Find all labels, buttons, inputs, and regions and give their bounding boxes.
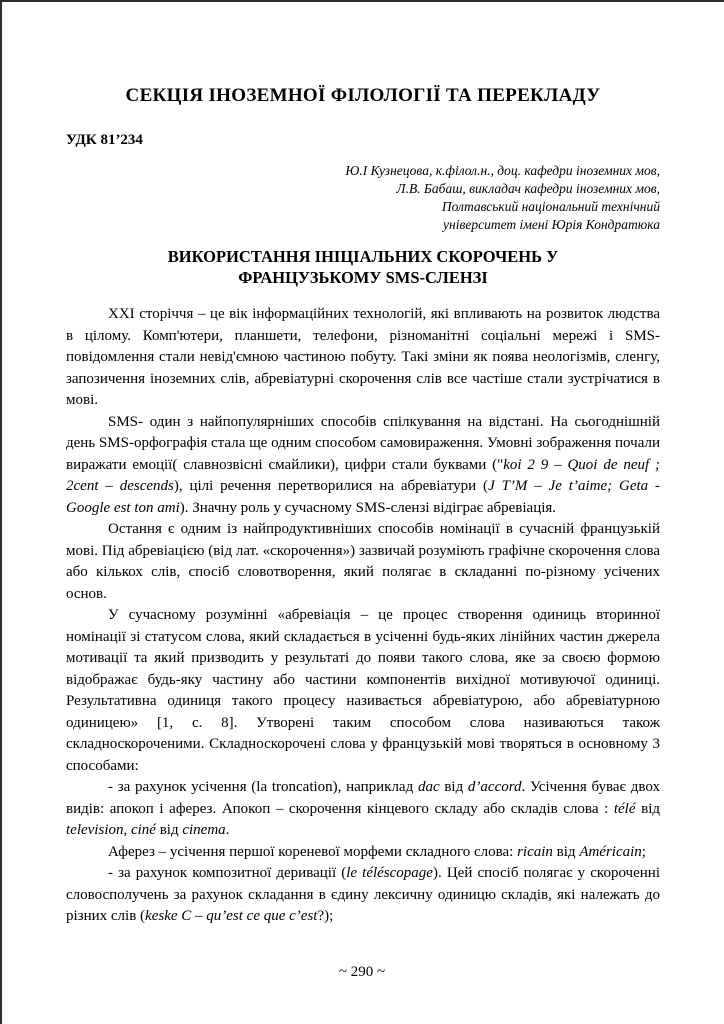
text-run: ), цілі речення перетворилися на абревіатури ( <box>173 478 489 494</box>
italic-run: koi 2 9 – Quoi de neuf ; 2cent – descends <box>66 456 660 494</box>
text-run: . Усічення буває двох видів: апокоп і аферез. Апокоп – скорочення кінцевого складу або складів слова : <box>66 779 660 817</box>
section-heading: СЕКЦІЯ ІНОЗЕМНОЇ ФІЛОЛОГІЇ ТА ПЕРЕКЛАДУ <box>125 85 601 106</box>
body-paragraph <box>66 842 660 864</box>
body-paragraph <box>66 863 660 928</box>
text-run: Аферез – усічення першої кореневої морфеми складного слова: <box>108 843 518 860</box>
italic-run: dac <box>417 779 440 795</box>
article-body <box>66 304 660 928</box>
body-paragraph <box>66 777 660 842</box>
author-line: Ю.І Кузнецова, к.філол.н., доц. кафедри іноземних мов, <box>345 163 660 178</box>
text-run: SMS- один з найпопулярніших способів спілкування на відстані. На сьогоднішній день SMS-орфографія стала ще одним способом самовираження. Умовні зображення почали виражати емоції( славнозвісні смайлики), цифри стали буквами (" <box>66 413 660 473</box>
text-run: Остання є одним із найпродуктивніших способів номінації в сучасній французькій мові. Під абревіацією (від лат. «скорочення») зазвичай розуміють графічне скорочення слова або кількох слів, спосіб словотворення, який полягає в складанні по-різному усічених основ. <box>66 521 660 602</box>
scan-edge-left <box>0 0 2 1024</box>
text-run: У сучасному розумінні «абревіація – це процес створення одиниць вторинної номінації зі статусом слова, який складається в усіченні будь-яких лінійних частин джерела мотивації та який призводить у результаті до появи такого слова, яке за своєю формою відображає будь-яку частину або частини компонентів вихідної мотивуючої одиниці. Результативна одиниця такого процесу називається абревіатурою, або абревіатурною одиницею» [1, с. 8]. Утворені таким способом слова називаються також складноскороченими. Складноскорочені слова у французькій мові творяться в основному 3 способами: <box>66 607 660 774</box>
udc-code: УДК 81’234 <box>66 132 143 148</box>
italic-run: d’accord <box>467 779 522 795</box>
italic-run: le téléscopage <box>346 865 433 881</box>
article-title-line: ФРАНЦУЗЬКОМУ SMS-СЛЕНЗІ <box>238 268 488 287</box>
text-run: ?); <box>317 908 334 924</box>
italic-run: télé <box>613 800 636 817</box>
italic-run: Américain <box>579 843 642 860</box>
body-paragraph <box>66 304 660 412</box>
article-title-line: ВИКОРИСТАННЯ ІНІЦІАЛЬНИХ СКОРОЧЕНЬ У <box>167 247 559 266</box>
body-paragraph <box>66 519 660 605</box>
text-run: від <box>439 779 468 795</box>
article-title <box>66 246 660 288</box>
body-paragraph <box>66 605 660 777</box>
text-run: від <box>635 800 660 817</box>
text-run: ). Цей спосіб полягає у скороченні словосполучень за рахунок складання в єдину лексичну одиницю складів, які належать до різних слів ( <box>66 865 660 924</box>
text-run: ). Значну роль у сучасному SMS-слензі відіграє абревіація. <box>179 499 557 516</box>
text-run: від <box>552 843 580 860</box>
italic-run: cinema <box>182 822 226 838</box>
italic-run: keske C – qu’est ce que c’est <box>145 908 318 924</box>
author-line: Полтавський національний технічний <box>441 199 660 214</box>
text-run: XXI сторіччя – це вік інформаційних технологій, які впливають на розвиток людства в цілому. Комп'ютери, планшети, телефони, різноманітні соціальні мережі і SMS-повідомлення стали невід'ємною частиною побуту. Такі зміни як поява неологізмів, сленгу, запозичення іноземних слів, абревіатурні скорочення слів все частіше стали зустрічатися в мові. <box>66 306 660 408</box>
author-block <box>66 162 660 234</box>
text-run: ; <box>641 843 646 860</box>
text-run: від <box>155 822 183 838</box>
italic-run: television <box>66 822 124 838</box>
text-run: - за рахунок композитної деривації ( <box>108 865 347 881</box>
italic-run: ciné <box>130 822 156 838</box>
author-line: Л.В. Бабаш, викладач кафедри іноземних мов, <box>396 181 660 196</box>
text-run: . <box>225 822 230 838</box>
text-run: , <box>123 822 131 838</box>
text-run: - за рахунок усічення (la troncation), наприклад <box>108 779 418 795</box>
scan-edge-top <box>0 0 724 2</box>
italic-run: J T’M – Je t’aime; Geta - Google est ton ami <box>66 478 660 516</box>
italic-run: ricain <box>517 843 553 860</box>
author-line: університет імені Юрія Кондратюка <box>443 217 660 232</box>
page-number: ~ 290 ~ <box>338 964 386 980</box>
body-paragraph <box>66 412 660 520</box>
